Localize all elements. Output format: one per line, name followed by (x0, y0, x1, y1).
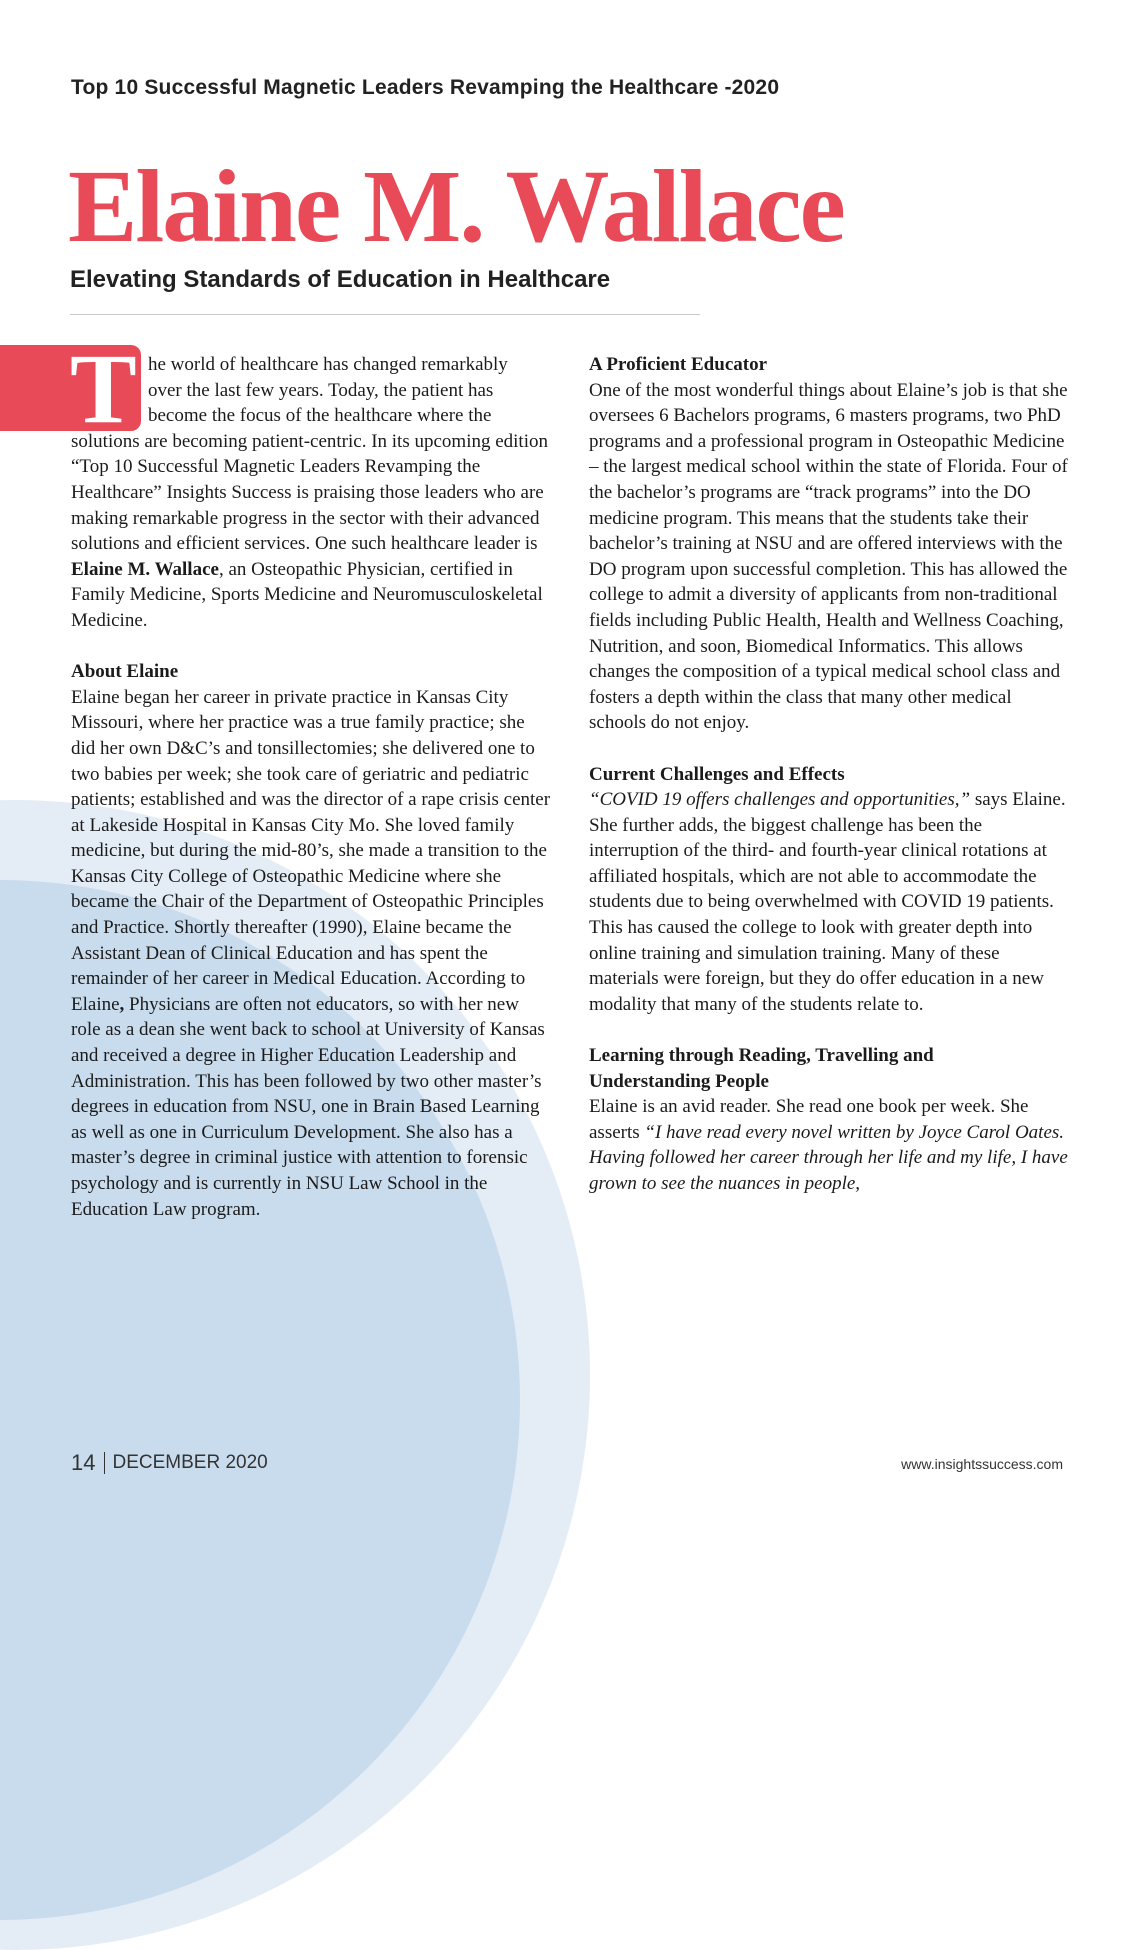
challenges-paragraph (589, 787, 1069, 1017)
about-comma: , (119, 993, 125, 1015)
page-subtitle: Elevating Standards of Education in Healthcare (70, 266, 611, 293)
intro-paragraph (71, 429, 551, 634)
article-column-left (71, 352, 551, 1222)
footer-separator (104, 1452, 105, 1474)
challenges-text: says Elaine. She further adds, the biggest challenge has been the interruption of the third- and fourth-year clinical rotations at affiliated hospitals, which are not able to accommodate the students due to being overwhelmed with COVID 19 patients. This has caused the college to look with greater depth into online training and simulation training. Many of these materials were foreign, but they do offer education in a new modality that many of the students relate to. (589, 789, 1066, 1015)
intro-tail: , an Osteopathic Physician, certified in Family Medicine, Sports Medicine and Neuromusculoskeletal Medicine. (71, 558, 543, 631)
section-heading-challenges: Current Challenges and Effects (589, 763, 845, 785)
website-link[interactable]: www.insightssuccess.com (901, 1456, 1063, 1472)
reading-text: Elaine is an avid reader. She read one book per week. She asserts (589, 1096, 1029, 1143)
title-divider (70, 314, 700, 315)
about-text: Elaine began her career in private practice in Kansas City Missouri, where her practice was a true family practice; she did her own D&C’s and tonsillectomies; she delivered one to two babies per week; she took care of geriatric and pediatric patients; established and was the director of a rape crisis center at Lakeside Hospital in Kansas City Mo. She loved family medicine, but during the mid-80’s, she made a transition to the Kansas City College of Osteopathic Medicine where she became the Chair of the Department of Osteopathic Principles and Practice. Shortly thereafter (1990), Elaine became the Assistant Dean of Clinical Education and has spent the remainder of her career in Medical Education. According to Elaine (71, 686, 551, 1015)
section-heading-about: About Elaine (71, 661, 179, 683)
section-heading-reading: Learning through Reading, Travelling and (589, 1045, 934, 1067)
reading-quote: “I have read every novel written by Joyce Carol Oates. Having followed her career through her life and my life, I have grown to see the nuances in people, (589, 1121, 1068, 1194)
reading-paragraph (589, 1094, 1069, 1196)
intro-line: become the focus of the healthcare where the (148, 405, 492, 427)
page-footer (71, 1450, 268, 1476)
article-column-right (589, 352, 1069, 1197)
about-text-cont: Physicians are often not educators, so with her new role as a dean she went back to school at University of Kansas and received a degree in Higher Education Leadership and Administration. This has been followed by two other master’s degrees in education from NSU, one in Brain Based Learning as well as one in Curriculum Development. She also has a master’s degree in criminal justice with attention to forensic psychology and is currently in NSU Law School in the Education Law program. (71, 993, 545, 1220)
dropcap-letter: T (70, 333, 137, 444)
issue-date: DECEMBER 2020 (112, 1452, 268, 1473)
section-heading-reading-cont: Understanding People (589, 1070, 769, 1092)
about-paragraph (71, 685, 551, 1222)
intro-line: over the last few years. Today, the patient has (148, 379, 494, 401)
educator-paragraph: One of the most wonderful things about Elaine’s job is that she oversees 6 Bachelors programs, 6 masters programs, two PhD programs and a professional program in Osteopathic Medicine – the largest medical school within the state of Florida. Four of the bachelor’s programs are “track programs” into the DO medicine program. This means that the students take their bachelor’s training at NSU and are offered interviews with the DO program upon successful completion. This has allowed the college to admit a diversity of applicants from non-traditional fields including Public Health, Health and Wellness Coaching, Nutrition, and soon, Biomedical Informatics. This allows changes the composition of a typical medical school class and fosters a depth within the class that many other medical schools do not enjoy. (589, 379, 1068, 734)
intro-line: he world of healthcare has changed remarkably (148, 354, 508, 375)
section-heading-educator: A Proficient Educator (589, 354, 768, 375)
challenges-quote: “COVID 19 offers challenges and opportunities,” (589, 789, 971, 811)
page-title: Elaine M. Wallace (68, 149, 844, 264)
feature-kicker: Top 10 Successful Magnetic Leaders Revamping the Healthcare -2020 (71, 76, 780, 99)
intro-text: solutions are becoming patient-centric. In its upcoming edition “Top 10 Successful Magnetic Leaders Revamping the Healthcare” Insights Success is praising those leaders who are making remarkable progress in the sector with their advanced solutions and efficient services. One such healthcare leader is (71, 430, 548, 555)
page-number: 14 (71, 1450, 96, 1475)
intro-name: Elaine M. Wallace (71, 558, 219, 580)
